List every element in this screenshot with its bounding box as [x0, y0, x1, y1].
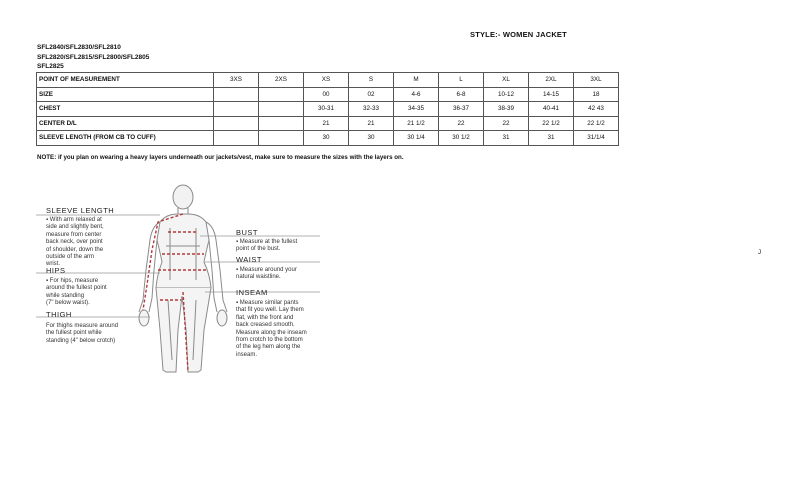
table-cell: 30 1/4 [394, 131, 439, 146]
text-line: ▪ With arm relaxed at [46, 217, 102, 223]
text-line: back neck, over point [46, 239, 103, 246]
table-cell: 40-41 [529, 102, 574, 117]
hips-heading: HIPS [46, 266, 66, 275]
text-line: inseam. [236, 351, 258, 358]
text-line: flat, with the front and [236, 314, 294, 321]
table-cell: 22 [484, 116, 529, 131]
text-line: ▪ For hips, measure [46, 278, 99, 284]
sleeve-length-text [46, 217, 104, 269]
text-line: ▪ Measure similar pants [236, 300, 299, 306]
table-cell: 02 [349, 87, 394, 102]
table-cell: 30-31 [304, 102, 349, 117]
style-code-line: SFL2820/SFL2815/SFL2800/SFL2805 [37, 53, 150, 61]
table-cell: 34-35 [394, 102, 439, 117]
table-cell: 36-37 [439, 102, 484, 117]
layering-note: NOTE: if you plan on wearing a heavy layers underneath our jackets/vest, make sure to measure the sizes with the layers on. [37, 154, 404, 161]
size-header: S [349, 73, 394, 88]
thigh-text [46, 323, 118, 345]
row-label: SIZE [37, 87, 214, 102]
text-line: ▪ Measure around your [236, 267, 297, 273]
text-line: ▪ Measure at the fullest [236, 239, 298, 245]
table-cell: 22 1/2 [574, 116, 619, 131]
table-cell: 22 1/2 [529, 116, 574, 131]
hips-text [46, 278, 107, 308]
size-header: 2XS [259, 73, 304, 88]
text-line: back creased smooth. [236, 322, 295, 329]
text-line: standing (4" below crotch) [46, 337, 116, 344]
text-line: of the leg hem along the [236, 344, 301, 351]
table-cell: 30 [349, 131, 394, 146]
table-cell: 42 43 [574, 102, 619, 117]
waist-heading: WAIST [236, 255, 262, 264]
text-line: point of the bust. [236, 246, 281, 253]
thigh-heading: THIGH [46, 310, 72, 319]
size-header: XL [484, 73, 529, 88]
table-cell: 31 [529, 131, 574, 146]
style-title: STYLE:- WOMEN JACKET [470, 30, 567, 39]
size-header: 2XL [529, 73, 574, 88]
text-line: Measure along the inseam [236, 329, 307, 336]
text-line: measure from center [46, 231, 102, 238]
text-line: For thighs measure around [46, 323, 119, 329]
table-cell: 00 [304, 87, 349, 102]
table-cell: 38-39 [484, 102, 529, 117]
size-header: L [439, 73, 484, 88]
text-line: side and slightly bent, [46, 224, 104, 231]
row-label: SLEEVE LENGTH (FROM CB TO CUFF) [37, 131, 214, 146]
size-header: XS [304, 73, 349, 88]
table-cell: 21 1/2 [394, 116, 439, 131]
table-cell: 32-33 [349, 102, 394, 117]
sleeve-length-heading: SLEEVE LENGTH [46, 206, 115, 215]
waist-text [236, 267, 297, 282]
table-cell: 22 [439, 116, 484, 131]
text-line: while standing [46, 292, 85, 299]
table-cell: 6-8 [439, 87, 484, 102]
size-header: M [394, 73, 439, 88]
table-cell: 4-6 [394, 87, 439, 102]
table-cell: 30 [304, 131, 349, 146]
inseam-heading: INSEAM [236, 288, 268, 297]
text-line: the fullest point while [46, 330, 102, 337]
style-code-line: SFL2840/SFL2830/SFL2810 [37, 44, 121, 51]
bust-heading: BUST [236, 228, 259, 237]
bust-text [236, 239, 297, 254]
row-label: CHEST [37, 102, 214, 117]
text-line: natural waistline. [236, 274, 281, 281]
table-cell: 21 [304, 116, 349, 131]
text-line: that fit you well. Lay them [236, 307, 304, 314]
text-line: outside of the arm [46, 254, 95, 261]
size-header: 3XL [574, 73, 619, 88]
text-line: of shoulder, down the [46, 246, 104, 253]
table-cell: 31/1/4 [574, 131, 619, 146]
style-code-line: SFL2825 [37, 63, 64, 70]
page-mark: J [758, 250, 761, 256]
text-line: wrist. [46, 261, 60, 268]
text-line: from crotch to the bottom [236, 337, 303, 344]
table-cell: 31 [484, 131, 529, 146]
row-label: CENTER D/L [37, 116, 214, 131]
size-header: 3XS [214, 73, 259, 88]
text-line: around the fullest point [46, 285, 107, 292]
inseam-text [236, 300, 307, 359]
table-cell: 14-15 [529, 87, 574, 102]
table-cell: 21 [349, 116, 394, 131]
text-line: (7" below waist). [46, 300, 90, 307]
header-label: POINT OF MEASUREMENT [37, 73, 214, 88]
table-cell: 18 [574, 87, 619, 102]
table-cell: 30 1/2 [439, 131, 484, 146]
table-cell: 10-12 [484, 87, 529, 102]
